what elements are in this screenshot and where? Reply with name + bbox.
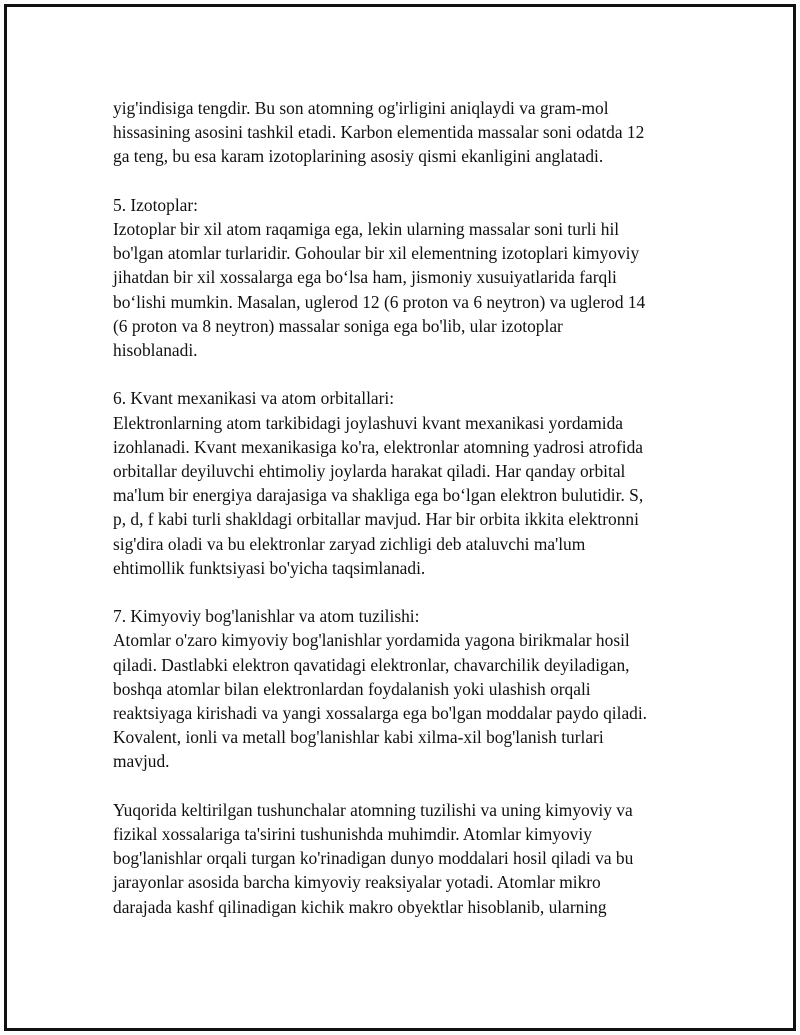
section-body: Atomlar o'zaro kimyoviy bog'lanishlar yordamida yagona birikmalar hosil qiladi. Dastlabki elektron qavatidagi elektronlar, chavarchilik deyiladigan, boshqa atomlar bilan elektronlardan foydalanish yoki ulashish orqali reaktsiyaga kirishadi va yangi xossalarga ega bo'lgan moddalar paydo qiladi. Kovalent, ionli va metall bog'lanishlar kabi xilma-xil bog'lanish turlari mavjud. xyxy=(113,630,648,772)
document-body xyxy=(113,96,698,943)
section-isotopes xyxy=(113,193,698,362)
section-heading: 5. Izotoplar: xyxy=(113,194,198,215)
intro-paragraph: yig'indisiga tengdir. Bu son atomning og'irligini aniqlaydi va gram-mol hissasining asosini tashkil etadi. Karbon elementida massalar soni odatda 12 ga teng, bu esa karam izotoplarining asosiy qismi ekanligini anglatadi. xyxy=(113,98,645,167)
section-body: Elektronlarning atom tarkibidagi joylashuvi kvant mexanikasi yordamida izohlanadi. Kvant mexanikasiga ko'ra, elektronlar atomning yadrosi atrofida orbitallar deyiluvchi ehtimoliy joylarda harakat qiladi. Har qanday orbital ma'lum bir energiya darajasiga va shakliga ega bo‘lgan elektron bulutidir. S, p, d, f kabi turli shakldagi orbitallar mavjud. Har bir orbita ikkita elektronni sig'dira oladi va bu elektronlar zaryad zichligi deb ataluvchi ma'lum ehtimollik funktsiyasi bo'yicha taqsimlanadi. xyxy=(113,412,644,578)
section-body: Izotoplar bir xil atom raqamiga ega, lekin ularning massalar soni turli hil bo'lgan atomlar turlaridir. Gohoular bir xil elementning izotoplari kimyoviy jihatdan bir xil xossalarga ega bo‘lsa ham, jismoniy xusuiyatlarida farqli bo‘lishi mumkin. Masalan, uglerod 12 (6 proton va 6 neytron) va uglerod 14 (6 proton va 8 neytron) massalar soniga ega bo'lib, ular izotoplar hisoblanadi. xyxy=(113,219,646,361)
section-heading: 7. Kimyoviy bog'lanishlar va atom tuzilishi: xyxy=(113,606,420,627)
section-chemical-bonds xyxy=(113,604,698,773)
closing-paragraph: Yuqorida keltirilgan tushunchalar atomning tuzilishi va uning kimyoviy va fizikal xossalariga ta'sirini tushunishda muhimdir. Atomlar kimyoviy bog'lanishlar orqali turgan ko'rinadigan dunyo moddalari hosil qiladi va bu jarayonlar asosida barcha kimyoviy reaksiyalar yotadi. Atomlar mikro darajada kashf qilinadigan kichik makro obyektlar hisoblanib, ularning xyxy=(113,799,634,917)
section-quantum-mechanics xyxy=(113,386,698,580)
section-heading: 6. Kvant mexanikasi va atom orbitallari: xyxy=(113,388,395,409)
